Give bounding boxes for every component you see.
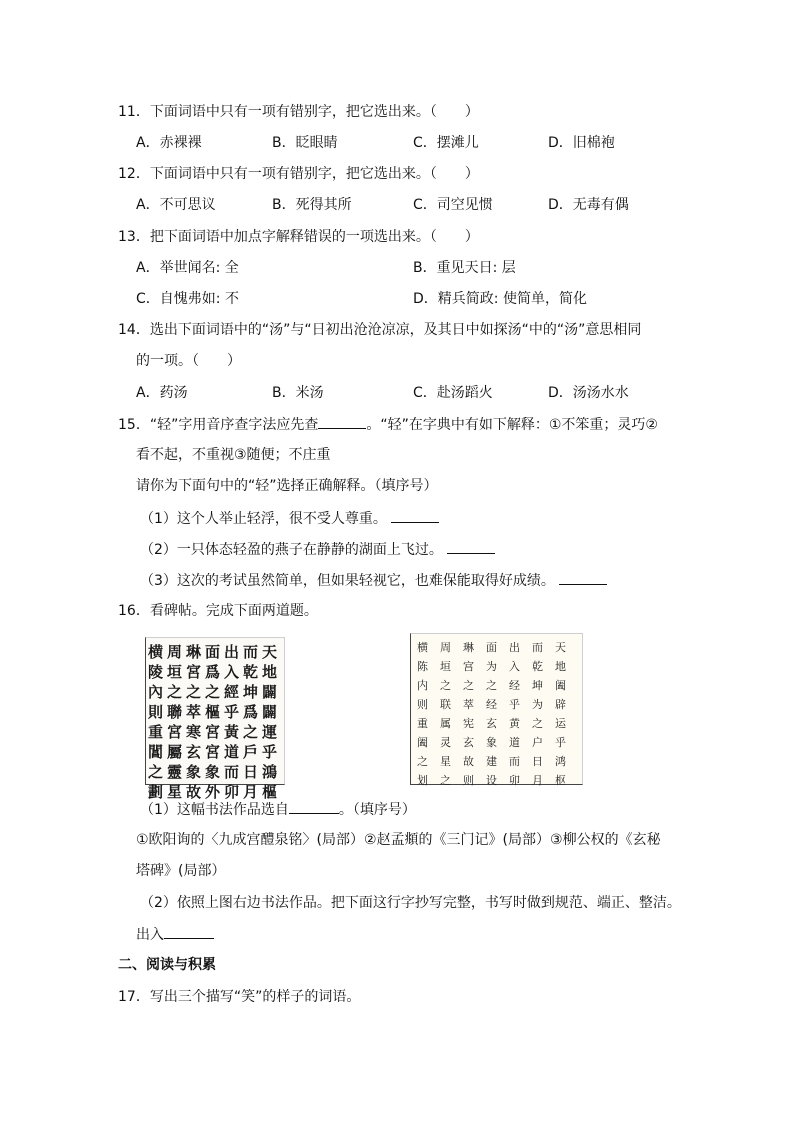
calligraphy-char: 联 — [440, 698, 451, 711]
calligraphy-column — [553, 638, 568, 790]
calligraphy-char: 重 — [417, 717, 428, 730]
calligraphy-char: 而 — [509, 755, 520, 768]
calligraphy-char: 天 — [555, 641, 566, 654]
q15-sub3-blank[interactable] — [559, 570, 607, 585]
q14-option-d[interactable]: D．汤汤水水 — [548, 385, 629, 401]
q11-option-b[interactable]: B．眨眼睛 — [272, 135, 338, 151]
calligraphy-char: 属 — [440, 717, 451, 730]
calligraphy-char: 出 — [223, 643, 239, 661]
calligraphy-char: 鸿 — [555, 755, 566, 768]
calligraphy-char: 坤 — [532, 679, 543, 692]
calligraphy-char: 重 — [147, 723, 163, 741]
calligraphy-char: 周 — [440, 641, 451, 654]
q15-sub2-text: （2）一只体态轻盈的燕子在静静的湖面上飞过。 — [140, 542, 443, 558]
calligraphy-char: 聯 — [166, 703, 182, 721]
calligraphy-char: 则 — [417, 698, 428, 711]
calligraphy-char: 黄 — [509, 717, 520, 730]
calligraphy-char: 靈 — [166, 763, 182, 781]
calligraphy-char: 戶 — [242, 743, 258, 761]
q15-sub2 — [140, 539, 495, 560]
calligraphy-char: 玄 — [185, 743, 201, 761]
calligraphy-char: 周 — [166, 643, 182, 661]
calligraphy-char: 闢 — [261, 683, 277, 701]
q16-copy-blank[interactable] — [164, 924, 214, 939]
q11-stem: 11．下面词语中只有一项有错别字，把它选出来。（ ） — [118, 104, 479, 120]
calligraphy-char: 爲 — [242, 703, 258, 721]
calligraphy-char: 则 — [463, 774, 474, 787]
calligraphy-char: 琳 — [185, 643, 201, 661]
q15-blank-letter[interactable] — [318, 414, 366, 429]
calligraphy-char: 户 — [532, 736, 543, 749]
calligraphy-column — [507, 638, 522, 790]
calligraphy-char: 坤 — [242, 683, 258, 701]
calligraphy-column — [261, 642, 278, 802]
calligraphy-char: 星 — [440, 755, 451, 768]
calligraphy-char: 地 — [555, 660, 566, 673]
calligraphy-char: 黃 — [223, 723, 239, 741]
calligraphy-char: 划 — [417, 774, 428, 787]
q13-options-row1 — [0, 258, 794, 278]
calligraphy-char: 为 — [486, 660, 497, 673]
q13-options-row2 — [0, 289, 794, 309]
q11-option-d[interactable]: D．旧棉袍 — [548, 135, 615, 151]
calligraphy-char: 阖 — [417, 736, 428, 749]
calligraphy-column — [166, 642, 183, 802]
q12-options — [0, 195, 794, 215]
calligraphy-char: 萃 — [185, 703, 201, 721]
calligraphy-column — [204, 642, 221, 802]
calligraphy-char: 地 — [261, 663, 277, 681]
calligraphy-char: 之 — [440, 774, 451, 787]
calligraphy-char: 之 — [204, 683, 220, 701]
calligraphy-char: 宮 — [166, 723, 182, 741]
q16-sub1-text: （1）这幅书法作品选自 — [140, 802, 289, 818]
calligraphy-char: 萃 — [463, 698, 474, 711]
calligraphy-char: 内 — [417, 679, 428, 692]
calligraphy-char: 垣 — [440, 660, 451, 673]
q15-sub3 — [140, 570, 607, 591]
q16-sub1-tail: 。（填序号） — [338, 802, 416, 818]
calligraphy-char: 乾 — [242, 663, 258, 681]
calligraphy-char: 之 — [532, 717, 543, 730]
calligraphy-char: 月 — [532, 774, 543, 787]
calligraphy-char: 而 — [223, 763, 239, 781]
calligraphy-char: 陈 — [417, 660, 428, 673]
calligraphy-char: 爲 — [204, 663, 220, 681]
calligraphy-char: 入 — [509, 660, 520, 673]
calligraphy-char: 横 — [417, 641, 428, 654]
calligraphy-char: 运 — [555, 717, 566, 730]
q16-choices-line2: 塔碑》(局部） — [136, 863, 226, 879]
calligraphy-column — [530, 638, 545, 790]
calligraphy-column — [147, 642, 164, 802]
q15-line1-a: 15．“轻”字用音序查字法应先查 — [118, 417, 319, 433]
calligraphy-char: 而 — [242, 643, 258, 661]
q16-choices-line1: ①欧阳询的〈九成宫醴泉铭〉(局部）②赵孟頫的《三门记》(局部）③柳公权的《玄秘 — [136, 832, 661, 848]
q15-line1-b: 。“轻”在字典中有如下解释：①不笨重；灵巧② — [366, 417, 658, 433]
q11-options — [0, 133, 794, 153]
calligraphy-column — [242, 642, 259, 802]
calligraphy-char: 乾 — [532, 660, 543, 673]
q17-stem: 17．写出三个描写“笑”的样子的词语。 — [118, 989, 361, 1005]
q13-option-c[interactable]: C．自愧弗如: 不 — [136, 291, 239, 307]
calligraphy-char: 乎 — [261, 743, 277, 761]
calligraphy-char: 卯 — [223, 783, 239, 801]
calligraphy-char: 內 — [147, 683, 163, 701]
q14-option-b[interactable]: B．米汤 — [272, 385, 324, 401]
q12-option-b[interactable]: B．死得其所 — [272, 197, 352, 213]
q15-sub1-text: （1）这个人举止轻浮，很不受人尊重。 — [140, 511, 387, 527]
q13-option-d[interactable]: D．精兵简政: 使简单，简化 — [413, 291, 587, 307]
calligraphy-char: 象 — [185, 763, 201, 781]
q14-option-a[interactable]: A．药汤 — [136, 385, 188, 401]
calligraphy-char: 出 — [509, 641, 520, 654]
q15-line1 — [118, 414, 658, 435]
calligraphy-char: 横 — [147, 643, 163, 661]
calligraphy-char: 经 — [509, 679, 520, 692]
calligraphy-column — [223, 642, 240, 802]
calligraphy-char: 建 — [486, 755, 497, 768]
calligraphy-right-image — [410, 633, 583, 785]
calligraphy-char: 乎 — [555, 736, 566, 749]
calligraphy-char: 入 — [223, 663, 239, 681]
calligraphy-column — [415, 638, 430, 790]
calligraphy-char: 枢 — [555, 774, 566, 787]
q16-sub1-blank[interactable] — [289, 799, 339, 814]
q12-option-a[interactable]: A．不可思议 — [136, 197, 216, 213]
q13-option-b[interactable]: B．重见天日: 层 — [413, 260, 516, 276]
q15-sub2-blank[interactable] — [447, 539, 495, 554]
calligraphy-char: 之 — [166, 683, 182, 701]
calligraphy-column — [185, 642, 202, 802]
calligraphy-char: 玄 — [486, 717, 497, 730]
calligraphy-column — [461, 638, 476, 790]
calligraphy-char: 辟 — [555, 698, 566, 711]
calligraphy-char: 设 — [486, 774, 497, 787]
calligraphy-char: 之 — [463, 679, 474, 692]
calligraphy-char: 外 — [204, 783, 220, 801]
q16-copy-prefix: 出入 — [136, 927, 164, 943]
q16-stem: 16．看碑帖。完成下面两道题。 — [118, 603, 318, 619]
q11-option-a[interactable]: A．赤裸裸 — [136, 135, 202, 151]
calligraphy-char: 琳 — [463, 641, 474, 654]
calligraphy-char: 象 — [204, 763, 220, 781]
q16-sub1 — [140, 799, 416, 820]
q14-options — [0, 383, 794, 403]
calligraphy-char: 陵 — [147, 663, 163, 681]
calligraphy-char: 鴻 — [261, 763, 277, 781]
calligraphy-char: 閶 — [147, 743, 163, 761]
calligraphy-char: 玄 — [463, 736, 474, 749]
q15-sub1-blank[interactable] — [391, 508, 439, 523]
calligraphy-char: 之 — [242, 723, 258, 741]
calligraphy-char: 天 — [261, 643, 277, 661]
q13-stem: 13．把下面词语中加点字解释错误的一项选出来。（ ） — [118, 229, 479, 245]
calligraphy-char: 屬 — [166, 743, 182, 761]
q12-option-c[interactable]: C．司空见惯 — [413, 197, 493, 213]
calligraphy-left-image — [145, 637, 285, 801]
calligraphy-char: 劃 — [147, 783, 163, 801]
q15-instruction: 请你为下面句中的“轻”选择正确解释。（填序号） — [136, 478, 438, 494]
calligraphy-char: 经 — [486, 698, 497, 711]
q16-sub2: （2）依照上图右边书法作品。把下面这行字抄写完整，书写时做到规范、端正、整洁。 — [140, 895, 681, 911]
calligraphy-char: 宮 — [204, 743, 220, 761]
calligraphy-char: 道 — [223, 743, 239, 761]
calligraphy-char: 運 — [261, 723, 277, 741]
q15-sub1 — [140, 508, 439, 529]
calligraphy-char: 經 — [223, 683, 239, 701]
calligraphy-char: 宮 — [185, 663, 201, 681]
calligraphy-char: 樞 — [261, 783, 277, 801]
calligraphy-char: 道 — [509, 736, 520, 749]
calligraphy-char: 寒 — [185, 723, 201, 741]
q12-stem: 12．下面词语中只有一项有错别字，把它选出来。（ ） — [118, 166, 479, 182]
calligraphy-char: 宫 — [463, 660, 474, 673]
q14-stem-line1: 14．选出下面词语中的“汤”与“日初出沧沧凉凉，及其日中如探汤“中的“汤”意思相同 — [118, 322, 642, 338]
calligraphy-char: 灵 — [440, 736, 451, 749]
calligraphy-char: 星 — [166, 783, 182, 801]
q11-option-c[interactable]: C．摆滩儿 — [413, 135, 479, 151]
calligraphy-char: 故 — [463, 755, 474, 768]
q12-option-d[interactable]: D．无毒有偶 — [548, 197, 629, 213]
calligraphy-char: 乎 — [509, 698, 520, 711]
calligraphy-char: 故 — [185, 783, 201, 801]
calligraphy-char: 日 — [242, 763, 258, 781]
calligraphy-char: 垣 — [166, 663, 182, 681]
calligraphy-column — [438, 638, 453, 790]
q14-option-c[interactable]: C．赴汤蹈火 — [413, 385, 493, 401]
calligraphy-char: 月 — [242, 783, 258, 801]
calligraphy-char: 面 — [204, 643, 220, 661]
calligraphy-char: 象 — [486, 736, 497, 749]
calligraphy-char: 之 — [185, 683, 201, 701]
q15-line2: 看不起，不重视③随便；不庄重 — [136, 447, 331, 463]
calligraphy-char: 則 — [147, 703, 163, 721]
calligraphy-char: 阖 — [555, 679, 566, 692]
calligraphy-char: 卯 — [509, 774, 520, 787]
calligraphy-column — [484, 638, 499, 790]
calligraphy-char: 而 — [532, 641, 543, 654]
calligraphy-char: 日 — [532, 755, 543, 768]
calligraphy-char: 之 — [486, 679, 497, 692]
calligraphy-char: 樞 — [204, 703, 220, 721]
calligraphy-char: 之 — [440, 679, 451, 692]
q14-stem-line2: 的一项。（ ） — [136, 353, 241, 369]
calligraphy-char: 闢 — [261, 703, 277, 721]
calligraphy-char: 宮 — [204, 723, 220, 741]
calligraphy-char: 之 — [147, 763, 163, 781]
q15-sub3-text: （3）这次的考试虽然简单，但如果轻视它，也难保能取得好成绩。 — [140, 573, 555, 589]
q13-option-a[interactable]: A．举世闻名: 全 — [136, 260, 239, 276]
calligraphy-char: 宪 — [463, 717, 474, 730]
calligraphy-char: 面 — [486, 641, 497, 654]
calligraphy-char: 之 — [417, 755, 428, 768]
calligraphy-char: 乎 — [223, 703, 239, 721]
calligraphy-char: 为 — [532, 698, 543, 711]
section-title: 二、阅读与积累 — [118, 957, 216, 973]
q16-copy-line — [136, 924, 214, 945]
